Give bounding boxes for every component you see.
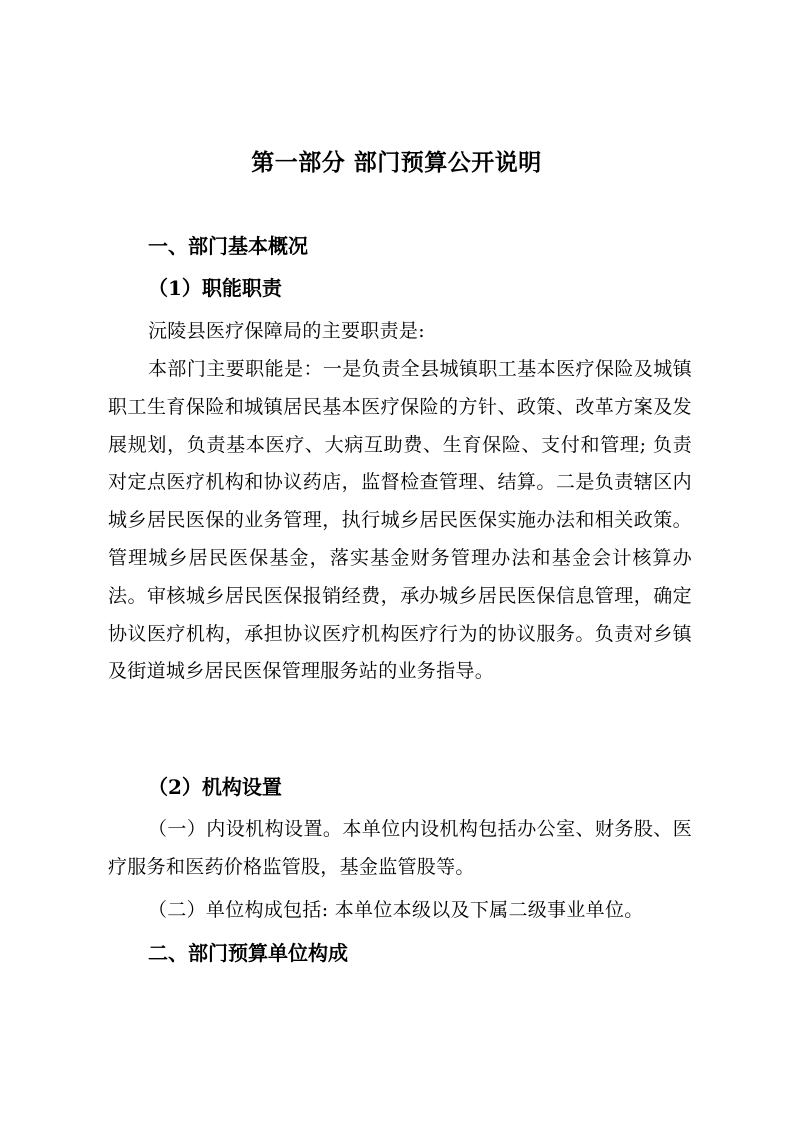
section-heading-budget-units: 二、部门预算单位构成 [148,941,348,965]
section-heading-overview: 一、部门基本概况 [148,234,308,258]
subsection-heading-duties: （1）职能职责 [148,276,282,300]
page-title: 第一部分 部门预算公开说明 [251,149,542,176]
subsection-heading-organization: （2）机构设置 [148,775,282,799]
organization-composition-paragraph: （二）单位构成包括: 本单位本级以及下属二级事业单位。 [148,899,644,921]
duties-body-paragraph: 本部门主要职能是：一是负责全县城镇职工基本医疗保险及城镇职工生育保险和城镇居民基本医疗保险的方针、政策、改革方案及发展规划，负责基本医疗、大病互助费、生育保险、支付和管理; 负责对定点医疗机构和协议药店，监督检查管理、结算。二是负责辖区内城乡居民医保的业务管理，执行城乡居民医保实施办法和相关政策。管理城乡居民医保基金，落实基金财务管理办法和基金会计核算办法。审核城乡居民医保报销经费，承办城乡居民医保信息管理，确定协议医疗机构，承担协议医疗机构医疗行为的协议服务。负责对乡镇及街道城乡居民医保管理服务站的业务指导。 [108,358,692,683]
organization-internal-paragraph: （一）内设机构设置。本单位内设机构包括办公室、财务股、医疗服务和医药价格监管股，基金监管股等。 [108,818,692,878]
duties-intro-paragraph: 沅陵县医疗保障局的主要职责是: [148,320,425,342]
